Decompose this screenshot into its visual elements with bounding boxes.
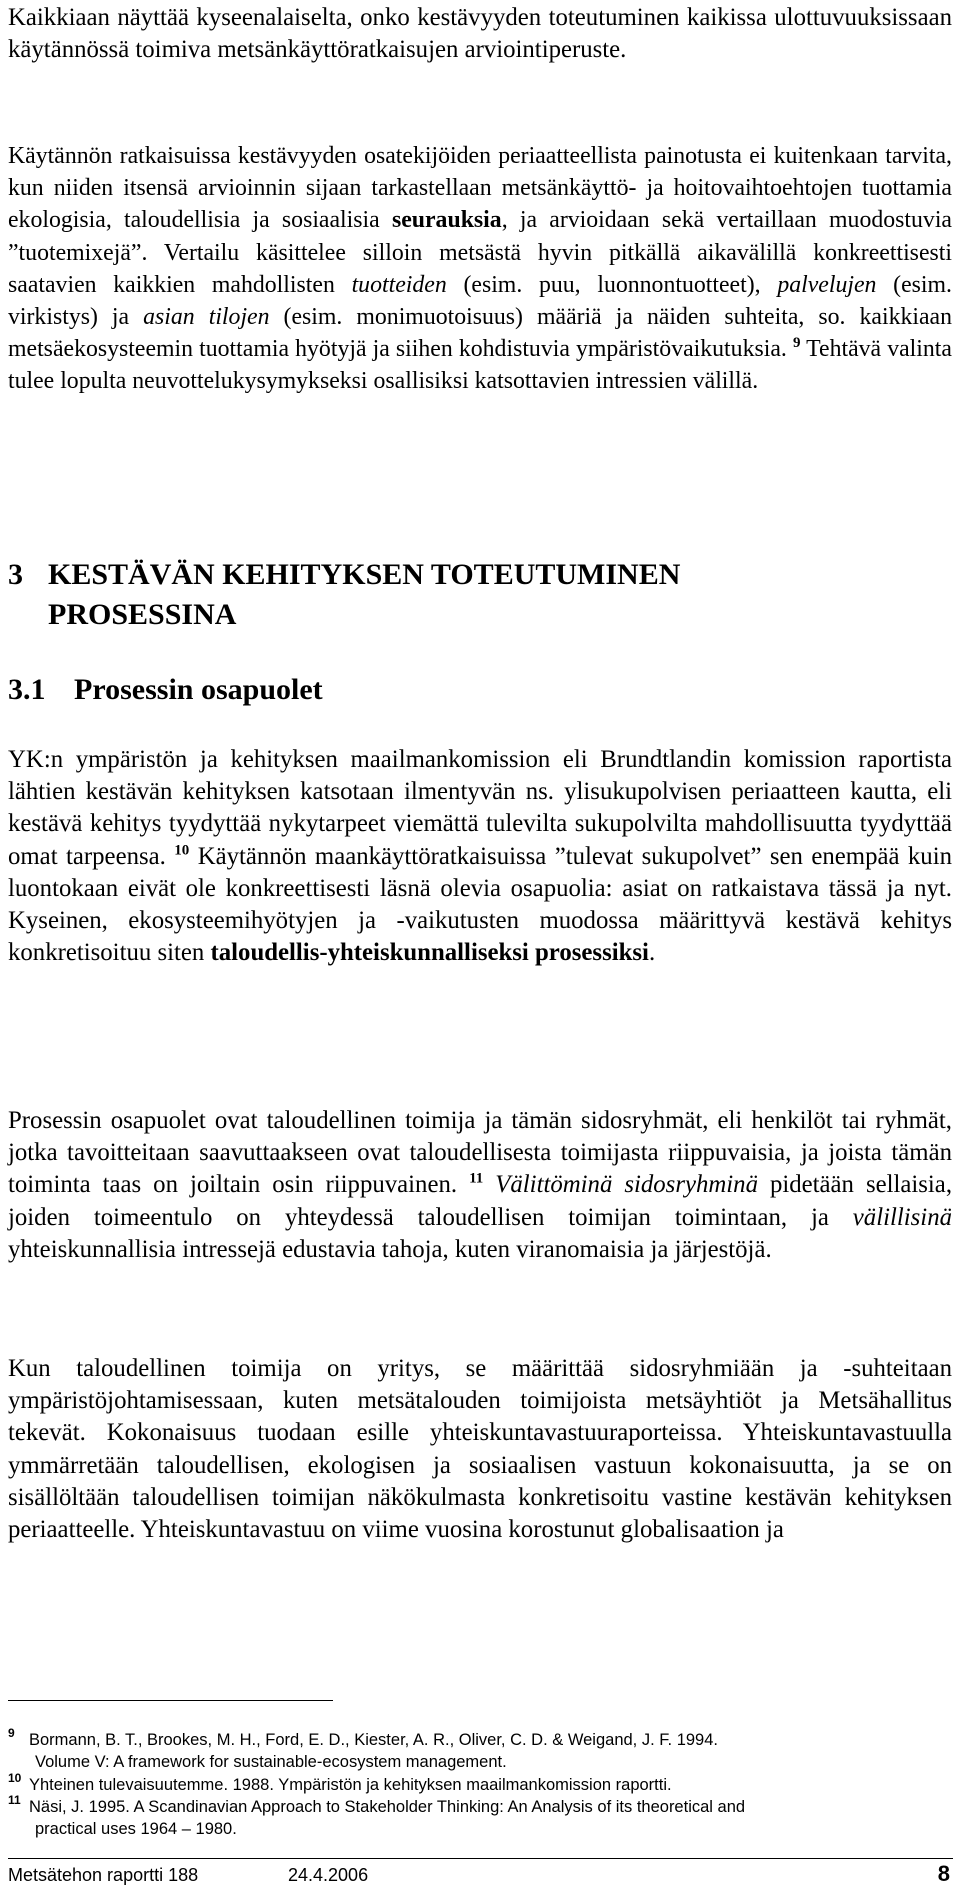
emphasis-prosessiksi: taloudellis-yhteiskunnalliseksi prosessiksi — [210, 939, 649, 967]
footnote-11 — [8, 1793, 952, 1840]
footnote-ref-9[interactable]: 9 — [792, 335, 801, 352]
paragraph-2-text-d: (esim. virkistys) ja — [8, 271, 952, 331]
footnote-number: 10 — [8, 1771, 22, 1785]
paragraph-2-text-c: (esim. puu, luonnontuotteet), — [446, 271, 778, 298]
paragraph-2-text-f: Tehtävä valinta tulee lopulta neuvottelukysymykseksi osallisiksi katsottavien intressien välillä. — [8, 336, 952, 395]
footnote-text-cont: practical uses 1964 – 1980. — [35, 1819, 237, 1838]
paragraph-3 — [8, 744, 952, 969]
emphasis-valillisina: välillisinä — [852, 1203, 952, 1231]
section-title-line-1: KESTÄVÄN KEHITYKSEN TOTEUTUMINEN — [48, 558, 681, 591]
subsection-heading — [8, 672, 323, 708]
paragraph-4-text-c: yhteiskunnallisia intressejä edustavia tahoja, kuten viranomaisia ja järjestöjä. — [8, 1235, 772, 1263]
footnote-text: Bormann, B. T., Brookes, M. H., Ford, E. D., Kiester, A. R., Oliver, C. D. & Weigand, J. F. 1994. — [29, 1731, 718, 1749]
paragraph-4 — [8, 1105, 952, 1266]
footnote-divider — [8, 1700, 333, 1701]
paragraph-2 — [8, 140, 952, 398]
footnote-number: 11 — [8, 1793, 21, 1807]
footnote-ref-10[interactable]: 10 — [174, 842, 190, 859]
paragraph-3-text-b: Käytännön maankäyttöratkaisuissa ”tulevat sukupolvet” sen enempää kuin luontokaan eivät ole konkreettisesti läsnä olevia osapuolia: asiat on ratkaistava tässä ja nyt. Kyseinen, ekosysteemihyötyjen ja -vaikutusten muodossa määrittyvä kestävä kehitys konkretisoituu siten — [8, 842, 952, 967]
footer-divider — [8, 1858, 953, 1859]
paragraph-3-text-a: YK:n ympäristön ja kehityksen maailmankomission eli Brundtlandin komission raportista lähtien kestävän kehityksen katsotaan ilmentyvän ns. ylisukupolvisen periaatteen kautta, eli kestävä kehitys tyydyttää nykytarpeet viemättä tulevilta sukupolvilta mahdollisuutta tyydyttää omat tarpeensa. — [8, 746, 952, 870]
section-title-line-2: PROSESSINA — [48, 598, 237, 631]
page-number: 8 — [937, 1861, 950, 1886]
subsection-title: Prosessin osapuolet — [74, 673, 323, 706]
footer-date: 24.4.2006 — [288, 1865, 369, 1885]
emphasis-seurauksia: seurauksia — [391, 207, 502, 234]
paragraph-2-text-e: (esim. monimuotoisuus) määriä ja näiden suhteita, so. kaikkiaan metsäekosysteemin tuottamia hyötyjä ja siihen kohdistuvia ympäristövaikutuksia. — [8, 304, 953, 363]
footnote-9 — [8, 1726, 952, 1773]
footnote-text: Yhteinen tulevaisuutemme. 1988. Ympäristön ja kehityksen maailmankomission raportti. — [29, 1776, 672, 1794]
section-heading — [8, 555, 908, 635]
paragraph-1: Kaikkiaan näyttää kyseenalaiselta, onko kestävyyden toteutuminen kaikissa ulottuvuuksissaan käytännössä toimiva metsänkäyttöratkaisujen arviointiperuste. — [8, 4, 952, 64]
section-number: 3 — [8, 558, 23, 591]
emphasis-tuotteiden: tuotteiden — [351, 271, 447, 298]
paragraph-4-text-b: pidetään sellaisia, joiden toimeentulo on yhteydessä taloudellisen toimijan toimintaan, ja — [8, 1171, 953, 1231]
emphasis-asian-tilojen: asian tilojen — [143, 304, 270, 331]
footer-report-title: Metsätehon raportti 188 — [8, 1865, 199, 1885]
emphasis-palvelujen: palvelujen — [777, 271, 877, 298]
paragraph-5: Kun taloudellinen toimija on yritys, se määrittää sidosryhmiään ja -suhteitaan ympäristöjohtamisessaan, kuten metsätalouden toimijoista metsäyhtiöt ja Metsähallitus tekevät. Kokonaisuus tuodaan esille yhteiskuntavastuuraporteissa. Yhteiskuntavastuulla ymmärretään taloudellisen, ekologisen ja sosiaalisen vastuun kokonaisuutta, ja se on sisällöltään taloudellisen toimijan näkökulmasta konkretisoitu vastine kestävän kehityksen periaatteelle. Yhteiskuntavastuu on viime vuosina korostunut globalisaation ja — [8, 1355, 952, 1544]
footnote-text: Näsi, J. 1995. A Scandinavian Approach to Stakeholder Thinking: An Analysis of its theoretical and — [29, 1798, 746, 1816]
subsection-number: 3.1 — [8, 673, 46, 706]
paragraph-2-text-b: , ja arvioidaan sekä vertaillaan muodostuvia ”tuotemixejä”. Vertailu käsittelee silloin metsästä hyvin pitkällä aikavälillä konkreettisesti saatavien kaikkien mahdollisten — [8, 207, 952, 298]
footnote-ref-11[interactable]: 11 — [469, 1171, 484, 1188]
paragraph-2-text-a: Käytännön ratkaisuissa kestävyyden osatekijöiden periaatteellista painotusta ei kuitenkaan tarvita, kun niiden itsensä arvioinnin sijaan tarkastellaan metsänkäyttö- ja hoitovaihtoehtojen tuottamia ekologisia, taloudellisia ja sosiaalisia — [8, 143, 952, 234]
footnote-10 — [8, 1771, 952, 1797]
paragraph-3-text-c: . — [648, 939, 656, 967]
paragraph-4-text-a: Prosessin osapuolet ovat taloudellinen toimija ja tämän sidosryhmät, eli henkilöt tai ryhmät, jotka tavoitteitaan saavuttaakseen ovat taloudellisesta toimijasta riippuvaisia, ja joista tämän toiminta taas on joiltain osin riippuvainen. — [8, 1107, 952, 1199]
footnote-text-cont: Volume V: A framework for sustainable-ecosystem management. — [35, 1752, 507, 1771]
emphasis-valittomina: Välittöminä sidosryhminä — [495, 1171, 758, 1199]
footnote-number: 9 — [8, 1726, 15, 1740]
